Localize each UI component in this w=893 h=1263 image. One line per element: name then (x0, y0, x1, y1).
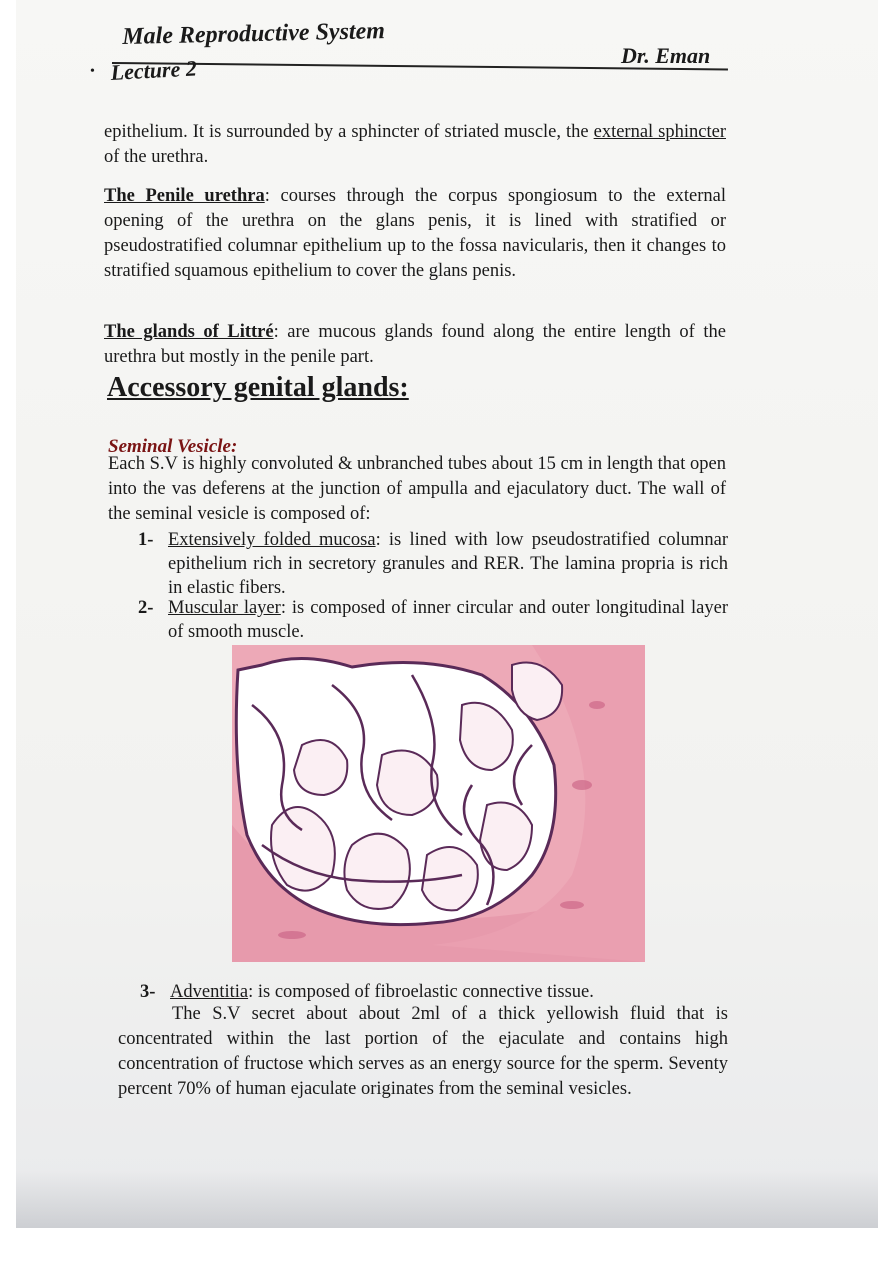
seminal-vesicle-intro: Each S.V is highly convoluted & unbranched tubes about 15 cm in length that open into the vas deferens at the junction of ampulla and ejaculatory duct. The wall of the seminal vesicle is composed of: (108, 454, 726, 524)
author-name: Dr. Eman (621, 43, 711, 68)
seminal-vesicle-title: Seminal Vesicle: (108, 436, 238, 457)
list-number: 3- (140, 982, 156, 1002)
list-item (138, 596, 728, 644)
list-number: 1- (138, 530, 154, 550)
penile-urethra-text: : courses through the corpus spongiosum to the external opening of the urethra on the glans penis, it is lined with stratified or pseudostratified columnar epithelium up to the fossa navicularis, then it changes to stratified squamous epithelium to cover the glans penis. (104, 186, 726, 281)
stray-mark: • (90, 64, 95, 79)
seminal-vesicle-micrograph (232, 645, 645, 962)
littre-text: : are mucous glands found along the entire length of the urethra but mostly in the penile part. (104, 322, 726, 367)
mucosa-text: : is lined with low pseudostratified columnar epithelium rich in secretory granules and RER. The lamina propria is rich in elastic fibers. (168, 530, 728, 598)
list-number: 2- (138, 598, 154, 618)
list-item (140, 980, 730, 1004)
sphincter-text-a: epithelium. It is surrounded by a sphincter of striated muscle, the (104, 122, 594, 142)
paragraph-sphincter (104, 120, 726, 170)
page-shadow (16, 1170, 878, 1228)
penile-urethra-term: The Penile urethra (104, 186, 265, 206)
histology-image (232, 645, 645, 962)
course-title: Male Reproductive System (122, 18, 386, 50)
paragraph-littre (104, 320, 726, 370)
adventitia-term: Adventitia (170, 982, 249, 1002)
section-heading: Accessory genital glands: (107, 372, 409, 403)
mucosa-term: Extensively folded mucosa (168, 530, 376, 550)
muscular-term: Muscular layer (168, 598, 281, 618)
adventitia-text: : is composed of fibroelastic connective tissue. (248, 982, 594, 1002)
paragraph-penile-urethra (104, 184, 726, 284)
external-sphincter-term: external sphincter (593, 122, 726, 142)
seminal-vesicle-closing: The S.V secret about about 2ml of a thick yellowish fluid that is concentrated within the last portion of the ejaculate and contains high concentration of fructose which serves as an energy source for the sperm. Seventy percent 70% of human ejaculate originates from the seminal vesicles. (118, 1004, 728, 1099)
littre-term: The glands of Littré (104, 322, 274, 342)
muscular-text: : is composed of inner circular and outer longitudinal layer of smooth muscle. (168, 598, 728, 642)
list-item (138, 528, 728, 600)
sphincter-text-b: of the urethra. (104, 147, 209, 167)
lecture-label: Lecture 2 (110, 55, 198, 85)
